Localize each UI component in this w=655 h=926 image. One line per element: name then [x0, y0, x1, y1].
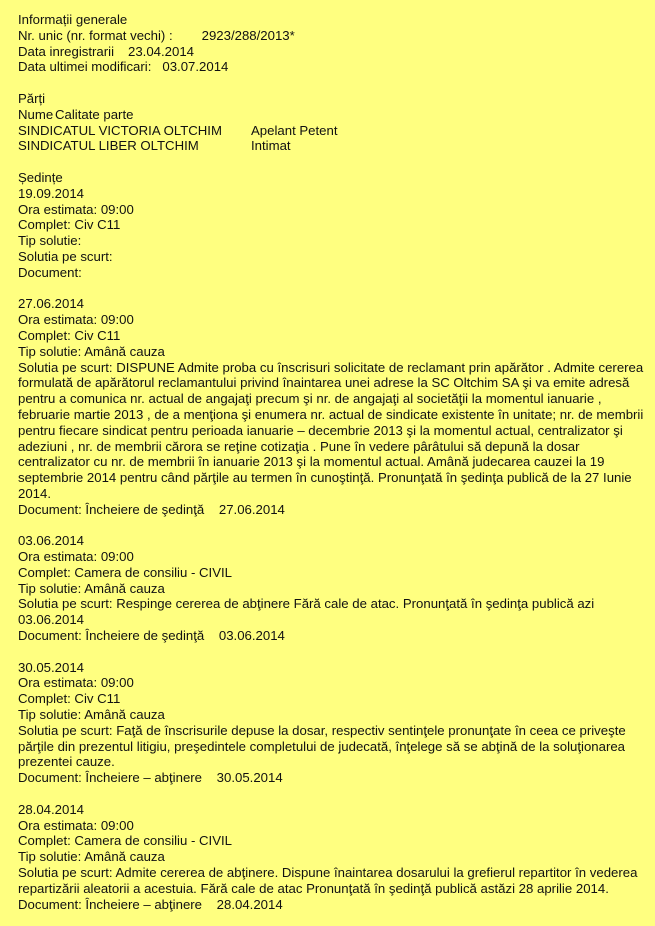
hearing-document: Document: Încheiere – abţinere 30.05.2014	[18, 770, 283, 786]
hearing-panel: Complet: Civ C11	[18, 217, 121, 233]
parties-col-role: Calitate parte	[55, 106, 134, 122]
registration-date-row	[18, 44, 649, 60]
parties-heading: Părți	[18, 90, 46, 106]
hearing-entry	[18, 533, 649, 644]
party-role: Intimat	[251, 138, 291, 154]
hearing-date: 27.06.2014	[18, 296, 85, 312]
hearing-solution-summary: Solutia pe scurt: Faţă de înscrisurile depuse la dosar, respectiv sentinţele pronunţate în ceea ce priveşte părţile din prezentul litigiu, preşedintele completului de judecată, înţelege să se abţină de la soluţionarea prezentei cauze.	[18, 722, 626, 770]
hearing-panel: Complet: Civ C11	[18, 691, 121, 707]
hearing-panel: Complet: Camera de consiliu - CIVIL	[18, 833, 233, 849]
hearing-date: 28.04.2014	[18, 801, 85, 817]
hearing-date: 30.05.2014	[18, 659, 85, 675]
hearing-solution-type: Tip solutie:	[18, 233, 82, 249]
case-number-label: Nr. unic (nr. format vechi) :	[18, 27, 173, 43]
hearing-solution-summary: Solutia pe scurt: DISPUNE Admite proba cu înscrisuri solicitate de reclamant prin apărător . Admite cererea formulată de apărătorul reclamantului privind înaintarea unei adrese la SC Oltchim SA şi va emite adresă pentru a comunica nr. actual de angajaţi precum şi nr. de angajaţi al societăţii la momentul ianuarie , februarie martie 2013 , de a menţiona şi enumera nr. actual de sindicate existente în unitate; nr. de membrii pentru fiecare sindicat pentru perioada ianuarie – decembrie 2013 şi la momentul actual, centralizator şi adeziuni , nr. de membrii cărora se reţine cotizaţia . Pune în vedere pârâtului să depună la dosar centralizator cu nr. de membrii în ianuarie 2013 şi la momentul actual. Amână judecarea cauzei la 19 septembrie 2014 pentru când părţile au termen în cunoştinţă. Pronunţată în şedinţa publică de la 27 Iunie 2014.	[18, 359, 644, 501]
hearing-solution-type: Tip solutie: Amână cauza	[18, 707, 165, 723]
registration-date-label: Data inregistrarii	[18, 43, 115, 59]
case-number-value: 2923/288/2013*	[201, 27, 295, 43]
modified-date-row	[18, 59, 649, 75]
hearing-time: Ora estimata: 09:00	[18, 675, 134, 691]
hearing-document: Document:	[18, 264, 82, 280]
party-role: Apelant Petent	[251, 122, 338, 138]
hearing-solution-type: Tip solutie: Amână cauza	[18, 580, 165, 596]
party-row	[18, 123, 649, 139]
hearing-solution-summary: Solutia pe scurt: Respinge cererea de abţinere Fără cale de atac. Pronunţată în şedinţa publică azi 03.06.2014	[18, 596, 595, 628]
hearing-entry	[18, 296, 649, 517]
modified-date-label: Data ultimei modificari:	[18, 59, 152, 75]
hearing-time: Ora estimata: 09:00	[18, 549, 134, 565]
hearing-panel: Complet: Civ C11	[18, 327, 121, 343]
hearing-date: 03.06.2014	[18, 533, 85, 549]
hearing-solution-type: Tip solutie: Amână cauza	[18, 343, 165, 359]
hearing-time: Ora estimata: 09:00	[18, 817, 134, 833]
parties-col-name: Nume	[18, 106, 54, 122]
party-name: SINDICATUL LIBER OLTCHIM	[18, 138, 199, 154]
hearing-panel: Complet: Camera de consiliu - CIVIL	[18, 564, 233, 580]
hearing-document: Document: Încheiere – abţinere 28.04.2014	[18, 896, 283, 912]
party-name: SINDICATUL VICTORIA OLTCHIM	[18, 122, 222, 138]
hearings-heading: Ședințe	[18, 169, 63, 185]
hearing-solution-summary: Solutia pe scurt:	[18, 248, 113, 264]
modified-date-value: 03.07.2014	[162, 59, 229, 75]
hearing-document: Document: Încheiere de şedinţă 27.06.2014	[18, 501, 285, 517]
hearing-solution-type: Tip solutie: Amână cauza	[18, 849, 165, 865]
hearing-solution-summary: Solutia pe scurt: Admite cererea de abţinere. Dispune înaintarea dosarului la grefierul repartitor în vederea repartizării aleatorii a acestuia. Fără cale de atac Pronunţată în şedinţă publică astăzi 28 aprilie 2014.	[18, 865, 638, 896]
party-row	[18, 138, 649, 154]
general-heading: Informații generale	[18, 12, 128, 27]
hearing-date: 19.09.2014	[18, 185, 85, 201]
hearing-time: Ora estimata: 09:00	[18, 312, 134, 328]
hearing-time: Ora estimata: 09:00	[18, 201, 134, 217]
hearing-entry	[18, 660, 649, 786]
hearing-entry	[18, 802, 649, 913]
hearing-entry	[18, 186, 649, 281]
parties-header-row	[18, 107, 649, 123]
hearing-document: Document: Încheiere de şedinţă 03.06.2014	[18, 628, 285, 644]
registration-date-value: 23.04.2014	[128, 43, 195, 59]
case-number-row	[18, 28, 649, 44]
